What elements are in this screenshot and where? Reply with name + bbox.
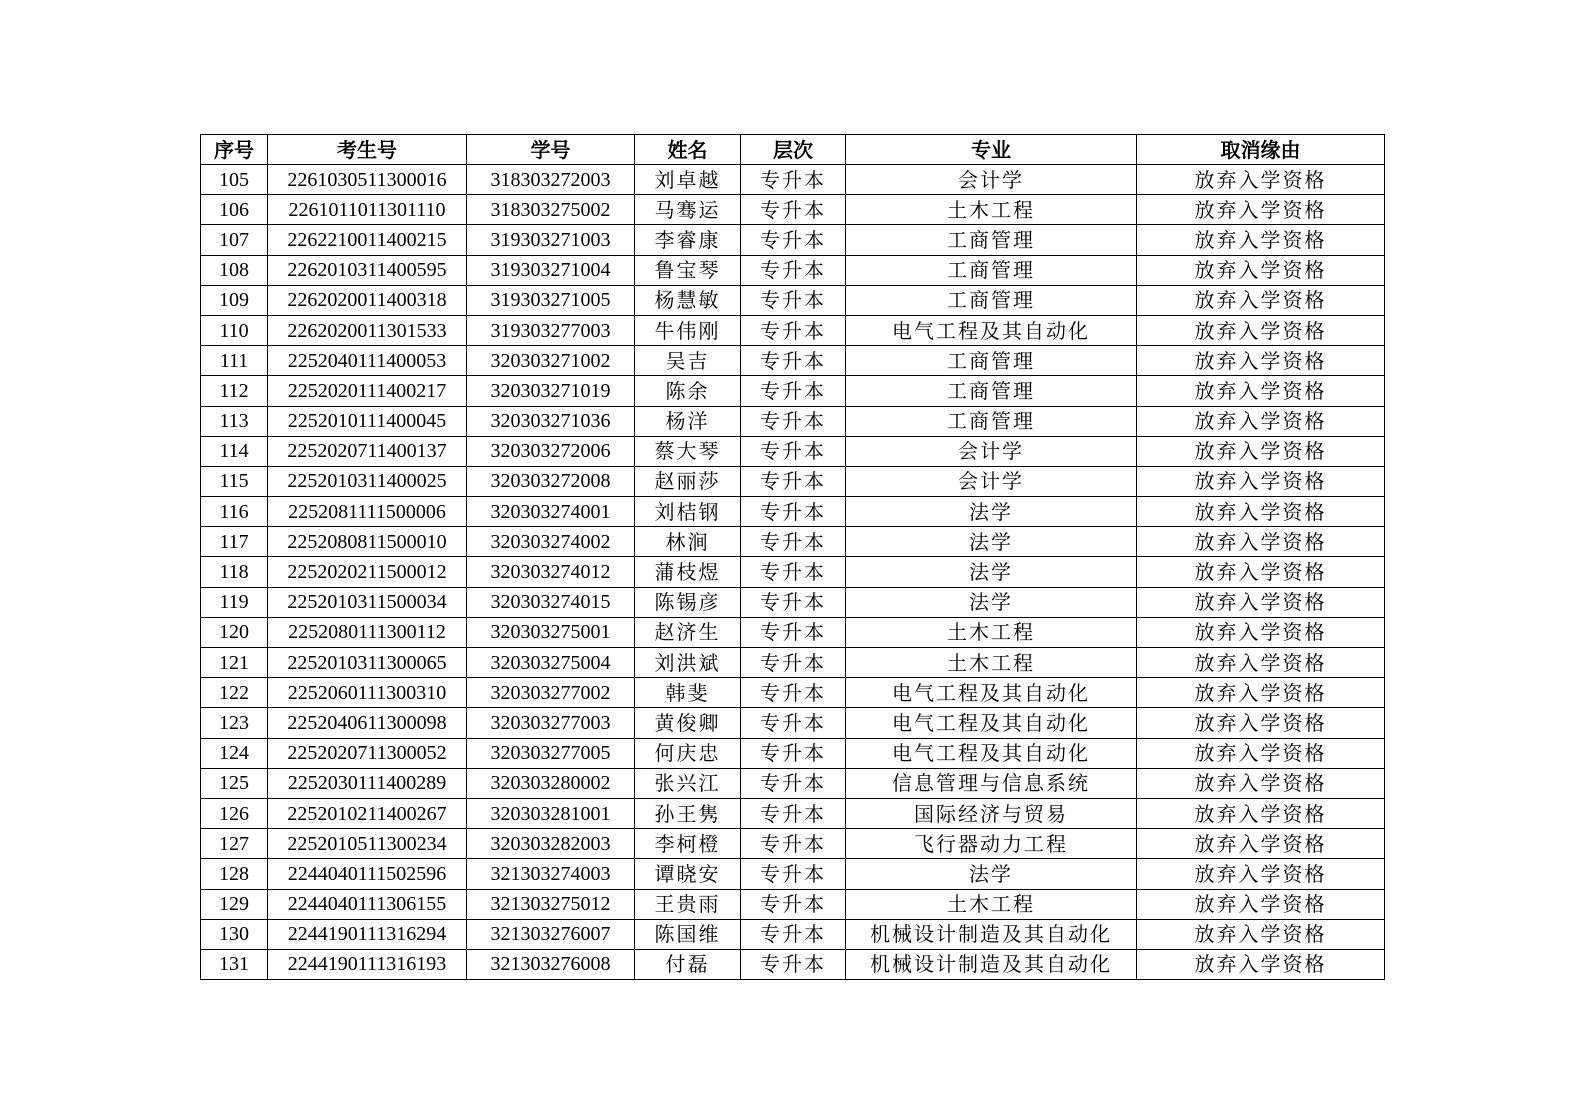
- cell-exam-number: 2252020711400137: [268, 436, 467, 466]
- cell-student-id: 320303271019: [467, 376, 635, 406]
- header-student-id: 学号: [467, 135, 635, 165]
- cell-exam-number: 2252010311300065: [268, 648, 467, 678]
- cell-major: 土木工程: [846, 617, 1137, 647]
- table-row: [201, 527, 1385, 557]
- cell-major: 法学: [846, 587, 1137, 617]
- cell-exam-number: 2252030111400289: [268, 768, 467, 798]
- cell-exam-number: 2252081111500006: [268, 497, 467, 527]
- cell-index: 106: [201, 195, 268, 225]
- header-name: 姓名: [635, 135, 741, 165]
- cell-level: 专升本: [741, 708, 846, 738]
- table-row: [201, 436, 1385, 466]
- cell-name: 杨洋: [635, 406, 741, 436]
- cell-reason: 放弃入学资格: [1137, 829, 1385, 859]
- cell-name: 韩斐: [635, 678, 741, 708]
- cell-name: 王贵雨: [635, 889, 741, 919]
- cell-exam-number: 2252020111400217: [268, 376, 467, 406]
- cell-level: 专升本: [741, 346, 846, 376]
- cell-name: 黄俊卿: [635, 708, 741, 738]
- table-row: [201, 255, 1385, 285]
- cell-index: 127: [201, 829, 268, 859]
- table-row: [201, 406, 1385, 436]
- header-reason: 取消缘由: [1137, 135, 1385, 165]
- cell-level: 专升本: [741, 527, 846, 557]
- cell-index: 105: [201, 165, 268, 195]
- cell-major: 工商管理: [846, 406, 1137, 436]
- cell-student-id: 320303277002: [467, 678, 635, 708]
- cell-major: 会计学: [846, 165, 1137, 195]
- cell-index: 129: [201, 889, 268, 919]
- table-row: [201, 315, 1385, 345]
- cell-index: 114: [201, 436, 268, 466]
- cell-name: 鲁宝琴: [635, 255, 741, 285]
- cell-student-id: 320303281001: [467, 798, 635, 828]
- cell-reason: 放弃入学资格: [1137, 889, 1385, 919]
- cell-exam-number: 2252020211500012: [268, 557, 467, 587]
- table-row: [201, 648, 1385, 678]
- cell-exam-number: 2262020011301533: [268, 315, 467, 345]
- cell-student-id: 319303271003: [467, 225, 635, 255]
- cell-student-id: 320303280002: [467, 768, 635, 798]
- cell-reason: 放弃入学资格: [1137, 738, 1385, 768]
- cell-level: 专升本: [741, 557, 846, 587]
- cell-name: 付磊: [635, 949, 741, 979]
- cell-student-id: 320303274001: [467, 497, 635, 527]
- cell-student-id: 320303274002: [467, 527, 635, 557]
- cell-reason: 放弃入学资格: [1137, 949, 1385, 979]
- table-row: [201, 617, 1385, 647]
- cell-name: 蒲枝煜: [635, 557, 741, 587]
- cell-student-id: 320303271002: [467, 346, 635, 376]
- cell-reason: 放弃入学资格: [1137, 648, 1385, 678]
- cell-level: 专升本: [741, 285, 846, 315]
- cell-reason: 放弃入学资格: [1137, 798, 1385, 828]
- cell-level: 专升本: [741, 859, 846, 889]
- cell-student-id: 319303271004: [467, 255, 635, 285]
- cell-major: 法学: [846, 497, 1137, 527]
- cell-level: 专升本: [741, 195, 846, 225]
- table-row: [201, 466, 1385, 496]
- cell-exam-number: 2244040111306155: [268, 889, 467, 919]
- table-row: [201, 798, 1385, 828]
- cell-reason: 放弃入学资格: [1137, 255, 1385, 285]
- cell-major: 工商管理: [846, 255, 1137, 285]
- cell-major: 国际经济与贸易: [846, 798, 1137, 828]
- cell-student-id: 321303276007: [467, 919, 635, 949]
- cell-name: 陈余: [635, 376, 741, 406]
- cell-level: 专升本: [741, 255, 846, 285]
- cell-name: 张兴江: [635, 768, 741, 798]
- cell-name: 李睿康: [635, 225, 741, 255]
- cell-level: 专升本: [741, 738, 846, 768]
- cell-major: 会计学: [846, 436, 1137, 466]
- cancellation-table: [200, 134, 1385, 980]
- cell-name: 赵济生: [635, 617, 741, 647]
- cell-name: 刘洪斌: [635, 648, 741, 678]
- table-row: [201, 678, 1385, 708]
- cell-exam-number: 2252010511300234: [268, 829, 467, 859]
- cell-reason: 放弃入学资格: [1137, 587, 1385, 617]
- cell-reason: 放弃入学资格: [1137, 768, 1385, 798]
- header-exam-number: 考生号: [268, 135, 467, 165]
- table-row: [201, 165, 1385, 195]
- cell-level: 专升本: [741, 648, 846, 678]
- cell-level: 专升本: [741, 497, 846, 527]
- cell-index: 108: [201, 255, 268, 285]
- cell-student-id: 320303277005: [467, 738, 635, 768]
- cell-name: 赵丽莎: [635, 466, 741, 496]
- cell-name: 吴吉: [635, 346, 741, 376]
- cell-level: 专升本: [741, 466, 846, 496]
- cell-index: 117: [201, 527, 268, 557]
- cell-student-id: 321303275012: [467, 889, 635, 919]
- cell-student-id: 320303271036: [467, 406, 635, 436]
- cell-name: 谭晓安: [635, 859, 741, 889]
- cell-reason: 放弃入学资格: [1137, 376, 1385, 406]
- header-level: 层次: [741, 135, 846, 165]
- table-row: [201, 497, 1385, 527]
- cell-major: 信息管理与信息系统: [846, 768, 1137, 798]
- cell-index: 120: [201, 617, 268, 647]
- table-row: [201, 708, 1385, 738]
- cell-index: 124: [201, 738, 268, 768]
- cell-index: 118: [201, 557, 268, 587]
- cell-student-id: 320303272008: [467, 466, 635, 496]
- cell-major: 土木工程: [846, 889, 1137, 919]
- cell-exam-number: 2261030511300016: [268, 165, 467, 195]
- cell-name: 杨慧敏: [635, 285, 741, 315]
- table-row: [201, 285, 1385, 315]
- table-row: [201, 919, 1385, 949]
- cell-student-id: 319303271005: [467, 285, 635, 315]
- cell-level: 专升本: [741, 617, 846, 647]
- table-row: [201, 859, 1385, 889]
- cell-student-id: 318303272003: [467, 165, 635, 195]
- cell-name: 孙王隽: [635, 798, 741, 828]
- cell-exam-number: 2252010311400025: [268, 466, 467, 496]
- cell-level: 专升本: [741, 798, 846, 828]
- cell-name: 马骞运: [635, 195, 741, 225]
- cell-level: 专升本: [741, 436, 846, 466]
- cell-reason: 放弃入学资格: [1137, 859, 1385, 889]
- cell-index: 107: [201, 225, 268, 255]
- cell-major: 工商管理: [846, 346, 1137, 376]
- cell-index: 110: [201, 315, 268, 345]
- cell-level: 专升本: [741, 889, 846, 919]
- cell-level: 专升本: [741, 919, 846, 949]
- table-row: [201, 557, 1385, 587]
- cell-reason: 放弃入学资格: [1137, 708, 1385, 738]
- cell-reason: 放弃入学资格: [1137, 285, 1385, 315]
- cell-index: 121: [201, 648, 268, 678]
- cell-name: 刘卓越: [635, 165, 741, 195]
- cell-major: 法学: [846, 527, 1137, 557]
- cell-reason: 放弃入学资格: [1137, 527, 1385, 557]
- cell-major: 工商管理: [846, 225, 1137, 255]
- cell-student-id: 321303274003: [467, 859, 635, 889]
- cell-name: 陈国维: [635, 919, 741, 949]
- table-row: [201, 738, 1385, 768]
- cell-exam-number: 2252040611300098: [268, 708, 467, 738]
- cell-student-id: 320303275004: [467, 648, 635, 678]
- cell-exam-number: 2252060111300310: [268, 678, 467, 708]
- table-row: [201, 889, 1385, 919]
- cell-student-id: 318303275002: [467, 195, 635, 225]
- cell-student-id: 320303277003: [467, 708, 635, 738]
- table-row: [201, 587, 1385, 617]
- cell-major: 飞行器动力工程: [846, 829, 1137, 859]
- cell-reason: 放弃入学资格: [1137, 406, 1385, 436]
- cell-reason: 放弃入学资格: [1137, 919, 1385, 949]
- cell-reason: 放弃入学资格: [1137, 225, 1385, 255]
- cell-exam-number: 2244040111502596: [268, 859, 467, 889]
- header-major: 专业: [846, 135, 1137, 165]
- cell-index: 123: [201, 708, 268, 738]
- cell-level: 专升本: [741, 315, 846, 345]
- cell-level: 专升本: [741, 829, 846, 859]
- cell-index: 111: [201, 346, 268, 376]
- cell-exam-number: 2252080811500010: [268, 527, 467, 557]
- cell-reason: 放弃入学资格: [1137, 436, 1385, 466]
- cell-exam-number: 2261011011301110: [268, 195, 467, 225]
- cell-major: 电气工程及其自动化: [846, 738, 1137, 768]
- cell-exam-number: 2252080111300112: [268, 617, 467, 647]
- cell-index: 112: [201, 376, 268, 406]
- cell-exam-number: 2252040111400053: [268, 346, 467, 376]
- cell-exam-number: 2252010311500034: [268, 587, 467, 617]
- cell-major: 法学: [846, 557, 1137, 587]
- cell-major: 电气工程及其自动化: [846, 708, 1137, 738]
- table-row: [201, 195, 1385, 225]
- cell-major: 电气工程及其自动化: [846, 678, 1137, 708]
- cell-index: 125: [201, 768, 268, 798]
- cell-major: 土木工程: [846, 195, 1137, 225]
- cell-student-id: 321303276008: [467, 949, 635, 979]
- cell-reason: 放弃入学资格: [1137, 195, 1385, 225]
- cell-exam-number: 2252010211400267: [268, 798, 467, 828]
- table-row: [201, 376, 1385, 406]
- cell-reason: 放弃入学资格: [1137, 165, 1385, 195]
- cell-name: 林涧: [635, 527, 741, 557]
- cell-name: 陈锡彦: [635, 587, 741, 617]
- cell-reason: 放弃入学资格: [1137, 557, 1385, 587]
- table-row: [201, 829, 1385, 859]
- cell-major: 会计学: [846, 466, 1137, 496]
- cell-index: 122: [201, 678, 268, 708]
- cell-reason: 放弃入学资格: [1137, 497, 1385, 527]
- cell-exam-number: 2244190111316294: [268, 919, 467, 949]
- cell-index: 130: [201, 919, 268, 949]
- cell-reason: 放弃入学资格: [1137, 315, 1385, 345]
- cell-index: 119: [201, 587, 268, 617]
- cell-exam-number: 2252020711300052: [268, 738, 467, 768]
- cell-index: 115: [201, 466, 268, 496]
- cell-student-id: 320303275001: [467, 617, 635, 647]
- cell-major: 工商管理: [846, 285, 1137, 315]
- cell-reason: 放弃入学资格: [1137, 617, 1385, 647]
- cell-major: 法学: [846, 859, 1137, 889]
- cell-level: 专升本: [741, 949, 846, 979]
- cell-student-id: 320303274015: [467, 587, 635, 617]
- cell-reason: 放弃入学资格: [1137, 466, 1385, 496]
- cell-major: 土木工程: [846, 648, 1137, 678]
- table-row: [201, 346, 1385, 376]
- cell-exam-number: 2262210011400215: [268, 225, 467, 255]
- cell-name: 牛伟刚: [635, 315, 741, 345]
- cell-level: 专升本: [741, 165, 846, 195]
- table-body: [201, 165, 1385, 980]
- cell-reason: 放弃入学资格: [1137, 678, 1385, 708]
- cell-level: 专升本: [741, 406, 846, 436]
- cell-major: 机械设计制造及其自动化: [846, 919, 1137, 949]
- cell-index: 113: [201, 406, 268, 436]
- cell-student-id: 320303282003: [467, 829, 635, 859]
- cell-reason: 放弃入学资格: [1137, 346, 1385, 376]
- table-row: [201, 949, 1385, 979]
- cell-level: 专升本: [741, 225, 846, 255]
- cell-major: 电气工程及其自动化: [846, 315, 1137, 345]
- cell-name: 刘桔钢: [635, 497, 741, 527]
- cell-index: 126: [201, 798, 268, 828]
- cell-index: 116: [201, 497, 268, 527]
- cell-name: 蔡大琴: [635, 436, 741, 466]
- cell-exam-number: 2262010311400595: [268, 255, 467, 285]
- cell-level: 专升本: [741, 587, 846, 617]
- cell-student-id: 320303274012: [467, 557, 635, 587]
- cell-exam-number: 2244190111316193: [268, 949, 467, 979]
- cell-student-id: 320303272006: [467, 436, 635, 466]
- cell-index: 131: [201, 949, 268, 979]
- cell-level: 专升本: [741, 376, 846, 406]
- header-index: 序号: [201, 135, 268, 165]
- cell-level: 专升本: [741, 768, 846, 798]
- cell-student-id: 319303277003: [467, 315, 635, 345]
- cell-exam-number: 2262020011400318: [268, 285, 467, 315]
- table-row: [201, 225, 1385, 255]
- cell-index: 128: [201, 859, 268, 889]
- cell-level: 专升本: [741, 678, 846, 708]
- table-row: [201, 768, 1385, 798]
- cell-major: 机械设计制造及其自动化: [846, 949, 1137, 979]
- cell-exam-number: 2252010111400045: [268, 406, 467, 436]
- cell-name: 李柯橙: [635, 829, 741, 859]
- header-row: [201, 135, 1385, 165]
- cell-name: 何庆忠: [635, 738, 741, 768]
- cell-index: 109: [201, 285, 268, 315]
- cell-major: 工商管理: [846, 376, 1137, 406]
